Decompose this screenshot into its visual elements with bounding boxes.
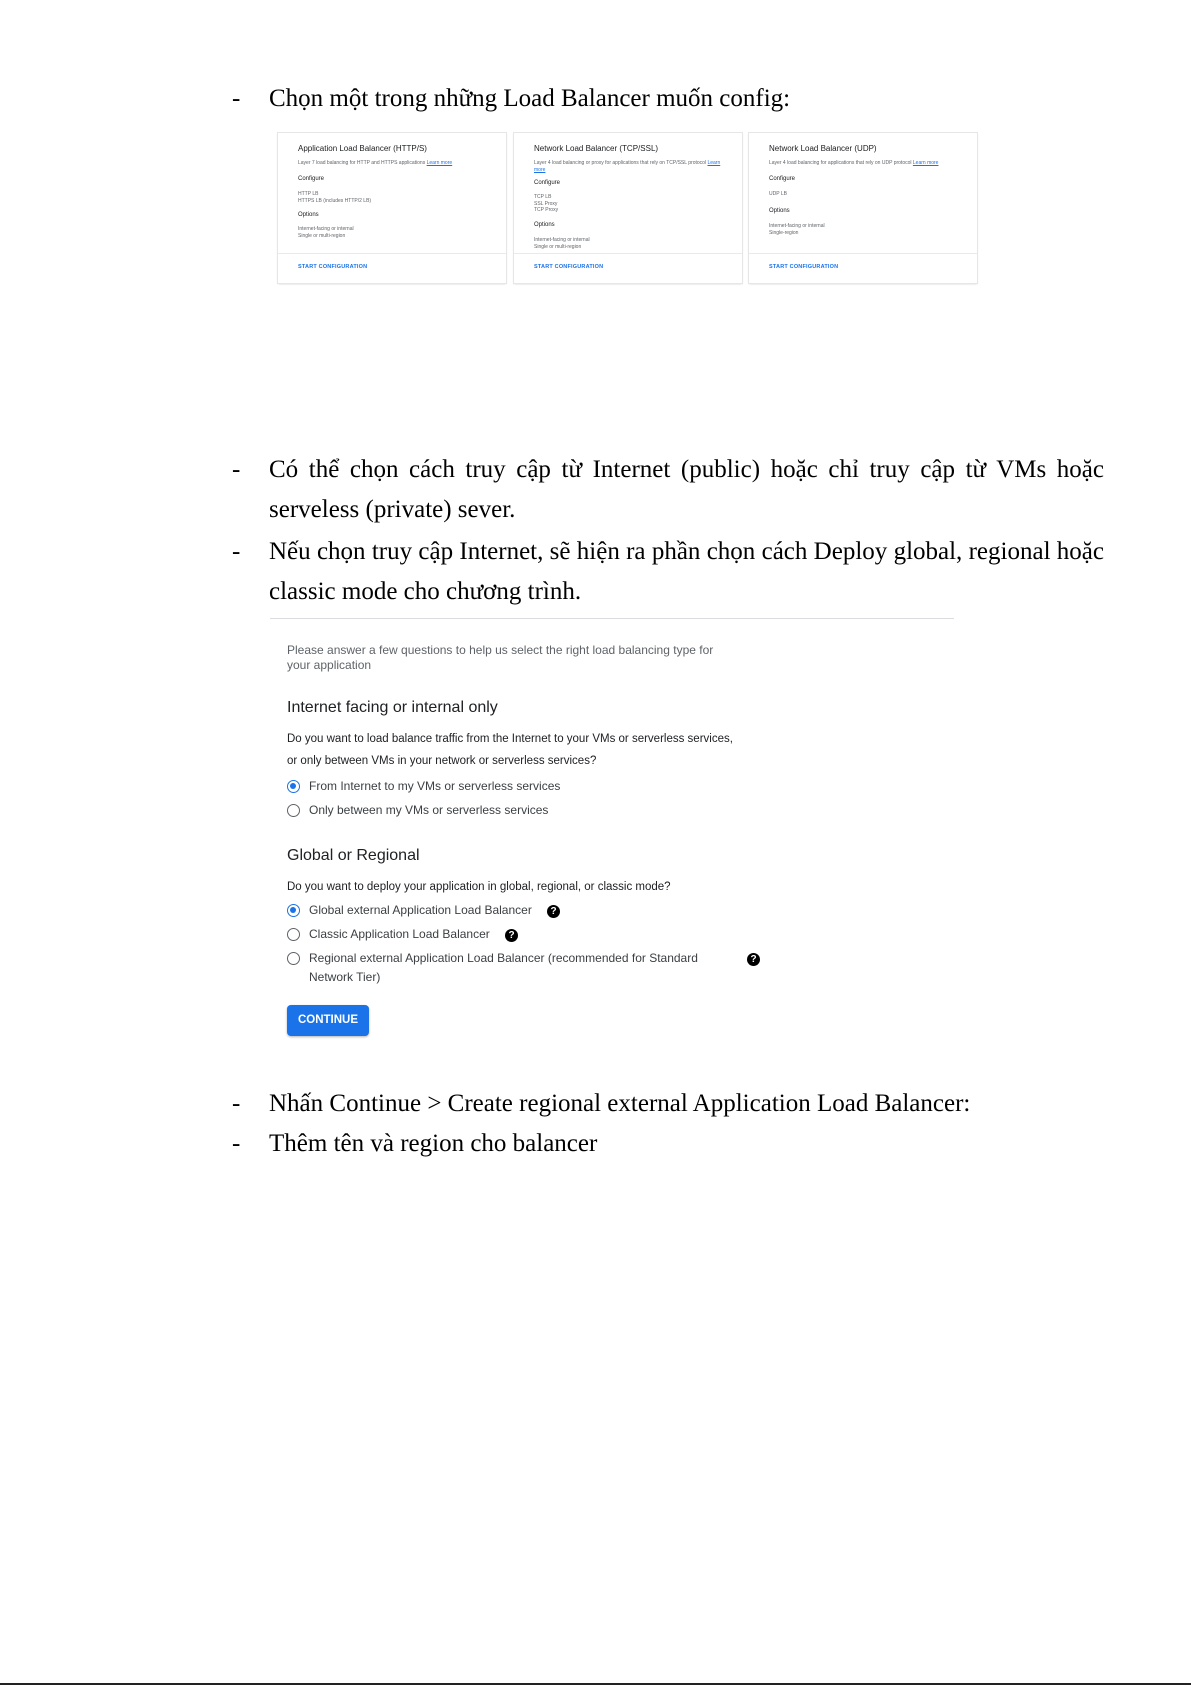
card-divider xyxy=(749,253,977,254)
bullet-marker: - xyxy=(232,1090,241,1117)
learn-more-link[interactable]: Learn more xyxy=(534,160,721,173)
card-network-lb-udp xyxy=(749,133,977,283)
card-application-lb xyxy=(278,133,506,283)
radio-unselected[interactable] xyxy=(287,928,300,941)
card-desc-text: Layer 4 load balancing or proxy for applications that rely on TCP/SSL protocol xyxy=(534,160,707,166)
radio-selected[interactable] xyxy=(287,904,300,917)
card-network-lb-tcp xyxy=(514,133,742,283)
bullet-press-continue xyxy=(232,1084,1104,1124)
learn-more-link[interactable]: Learn more xyxy=(426,160,453,166)
bullet-deploy-mode xyxy=(232,532,1104,612)
radio-selected[interactable] xyxy=(287,780,300,793)
bullet-marker: - xyxy=(232,85,241,112)
card-desc-text: Layer 4 load balancing for applications that rely on UDP protocol xyxy=(769,160,912,166)
option-only-between-vms[interactable] xyxy=(287,801,548,820)
card-options-list xyxy=(534,237,590,250)
form-intro: Please answer a few questions to help us select the right load balancing type for your application xyxy=(287,643,714,672)
load-balancer-cards xyxy=(278,133,981,284)
card-configure-item: TCP LB xyxy=(534,194,552,200)
card-description xyxy=(298,160,494,167)
option-label-line: Regional external Application Load Balancer (recommended for Standard xyxy=(309,951,698,965)
card-configure-label: Configure xyxy=(298,176,325,182)
continue-button[interactable]: CONTINUE xyxy=(287,1005,369,1036)
card-options-label: Options xyxy=(298,212,319,218)
card-configure-list xyxy=(298,191,371,204)
option-global-external-alb[interactable] xyxy=(287,901,532,920)
card-title: Network Load Balancer (TCP/SSL) xyxy=(534,144,659,153)
card-description xyxy=(534,160,730,174)
card-title: Network Load Balancer (UDP) xyxy=(769,144,877,153)
card-divider xyxy=(278,253,506,254)
option-classic-alb[interactable] xyxy=(287,925,490,944)
help-icon[interactable]: ? xyxy=(747,953,760,966)
learn-more-link[interactable]: Learn more xyxy=(912,160,939,166)
card-configure-item: HTTPS LB (includes HTTP/2 LB) xyxy=(298,197,372,204)
option-label: Global external Application Load Balancer xyxy=(309,903,532,917)
option-label: Classic Application Load Balancer xyxy=(309,927,490,941)
bullet-add-name-region xyxy=(232,1124,1104,1164)
card-divider xyxy=(514,253,742,254)
bullet-choose-load-balancer xyxy=(232,79,1104,119)
card-option-item: Internet-facing or internal xyxy=(534,237,590,243)
option-label: Only between my VMs or serverless services xyxy=(309,803,549,817)
card-option-item: Single or multi-region xyxy=(534,243,582,250)
bullet-marker: - xyxy=(232,1130,241,1157)
card-option-item: Internet-facing or internal xyxy=(298,226,354,232)
section-question-line: Do you want to load balance traffic from the Internet to your VMs or serverless services, xyxy=(287,733,733,745)
section-question-line: Do you want to deploy your application in global, regional, or classic mode? xyxy=(287,881,671,893)
radio-unselected[interactable] xyxy=(287,952,300,965)
card-options-label: Options xyxy=(534,222,555,228)
card-options-list xyxy=(298,226,354,239)
start-configuration-button[interactable]: START CONFIGURATION xyxy=(769,264,839,270)
bullet-marker: - xyxy=(232,538,241,565)
card-option-item: Internet-facing or internal xyxy=(769,223,825,229)
bullet-access-type xyxy=(232,450,1104,530)
help-icon[interactable]: ? xyxy=(547,905,560,918)
option-from-internet[interactable] xyxy=(287,777,560,796)
section-title-global-regional: Global or Regional xyxy=(287,847,420,864)
start-configuration-button[interactable]: START CONFIGURATION xyxy=(534,264,604,270)
card-option-item: Single or multi-region xyxy=(298,232,346,239)
paragraph-text: Có thể chọn cách truy cập từ Internet (public) hoặc chỉ truy cập từ VMs hoặc serveless (private) sever. xyxy=(269,456,1104,523)
card-title: Application Load Balancer (HTTP/S) xyxy=(298,144,427,153)
option-label: From Internet to my VMs or serverless services xyxy=(309,779,561,793)
paragraph-text: Nếu chọn truy cập Internet, sẽ hiện ra phần chọn cách Deploy global, regional hoặc classic mode cho chương trình. xyxy=(269,538,1104,605)
card-configure-item: SSL Proxy xyxy=(534,200,558,207)
card-configure-item: TCP Proxy xyxy=(534,207,559,213)
card-configure-label: Configure xyxy=(534,180,561,186)
card-description xyxy=(769,160,965,167)
card-options-label: Options xyxy=(769,208,790,214)
card-configure-label: Configure xyxy=(769,176,796,182)
bullet-marker: - xyxy=(232,456,241,483)
radio-unselected[interactable] xyxy=(287,804,300,817)
card-desc-text: Layer 7 load balancing for HTTP and HTTPS applications xyxy=(298,160,426,166)
card-configure-list xyxy=(769,191,787,198)
card-option-item: Single-region xyxy=(769,229,799,236)
paragraph-text: Thêm tên và region cho balancer xyxy=(269,1130,598,1157)
start-configuration-button[interactable]: START CONFIGURATION xyxy=(298,264,368,270)
card-configure-list xyxy=(534,194,558,214)
help-icon[interactable]: ? xyxy=(505,929,518,942)
card-options-list xyxy=(769,223,825,236)
card-configure-item: UDP LB xyxy=(769,191,787,197)
card-configure-item: HTTP LB xyxy=(298,191,319,197)
section-title-internet-facing: Internet facing or internal only xyxy=(287,699,498,716)
option-label-line: Network Tier) xyxy=(309,970,381,984)
section-question-line: or only between VMs in your network or serverless services? xyxy=(287,755,597,767)
paragraph-text: Chọn một trong những Load Balancer muốn config: xyxy=(269,85,791,112)
load-balancer-type-form xyxy=(270,618,954,1039)
paragraph-text: Nhấn Continue > Create regional external Application Load Balancer: xyxy=(269,1090,971,1117)
option-regional-external-alb[interactable] xyxy=(287,949,698,987)
